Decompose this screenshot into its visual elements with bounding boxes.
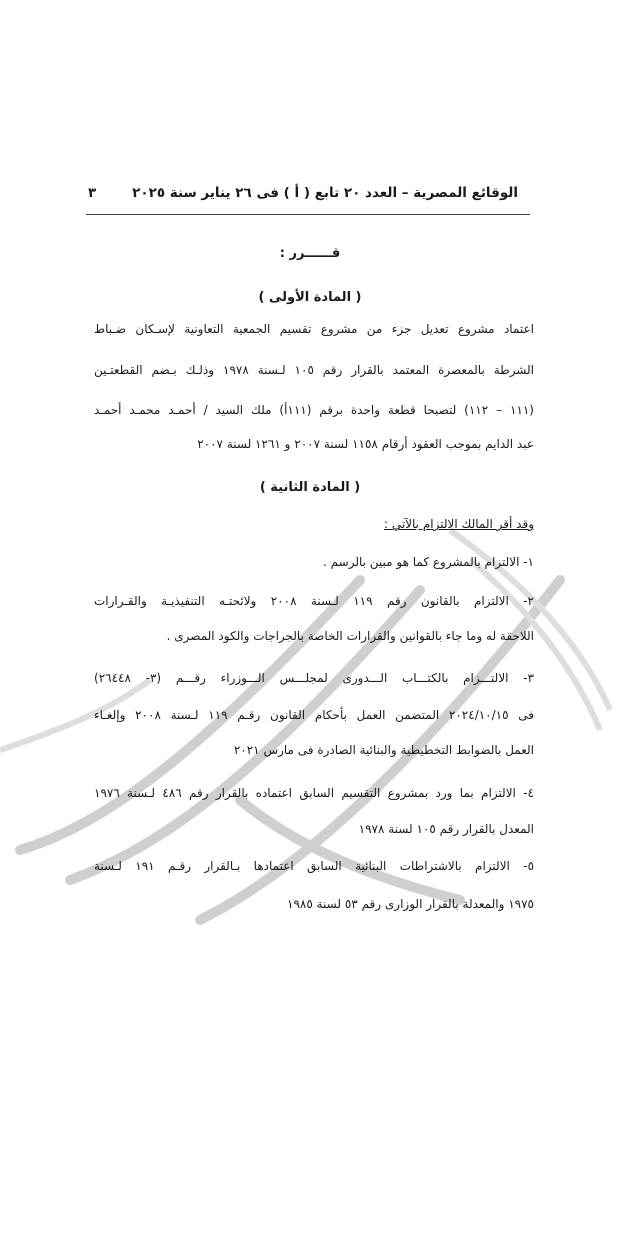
article-2-heading: ( المادة الثانية ) xyxy=(259,480,361,495)
obligation-line: المعدل بالقرار رقم ١٠٥ لسنة ١٩٧٨ xyxy=(358,822,534,836)
obligation-line: ٥- الالتزام بالاشتراطات البنائية السابق اعتمادها بـالقرار رقـم ١٩١ لـسنة xyxy=(94,859,535,873)
header-divider xyxy=(86,214,530,215)
article-2-intro xyxy=(94,517,534,531)
article-1-heading: ( المادة الأولى ) xyxy=(258,290,362,305)
article-1-line: اعتماد مشروع تعديل جزء من مشروع تقسيم الجمعية التعاونية لإسـكان ضـباط xyxy=(94,322,534,336)
obligation-line: ١- الالتزام بالمشروع كما هو مبين بالرسم . xyxy=(323,555,534,569)
article-1-line: (١١١ – ١١٢) لتصبحا قطعة واحدة برقم (١١١أ) ملك السيد / أحمـد محمـد أحمـد xyxy=(94,403,534,417)
obligation-line: فى ٢٠٢٤/١٠/١٥ المتضمن العمل بأحكام القانون رقـم ١١٩ لـسنة ٢٠٠٨ وإلغـاء xyxy=(94,708,535,722)
article-1-line: الشرطة بالمعصرة المعتمد بالقرار رقم ١٠٥ لـسنة ١٩٧٨ وذلـك بـضم القطعتـين xyxy=(94,363,535,377)
decision-title: قــــــرر : xyxy=(279,246,341,261)
obligation-line: ١٩٧٥ والمعدلة بالقرار الوزارى رقم ٥٣ لسنة ١٩٨٥ xyxy=(287,897,534,911)
page-number: ٣ xyxy=(88,185,97,201)
gazette-title: الوقائع المصرية – العدد ٢٠ تابع ( أ ) فى ٢٦ يناير سنة ٢٠٢٥ xyxy=(132,185,518,201)
article-2-intro-text: وقد أقر المالك الالتزام بالآتي : xyxy=(383,517,534,531)
obligation-line: العمل بالضوابط التخطيطية والبنائية الصادرة فى مارس ٢٠٢١ xyxy=(233,743,534,757)
obligation-line: ٢- الالتزام بالقانون رقم ١١٩ لـسنة ٢٠٠٨ ولائحتـه التنفيذيـة والقـرارات xyxy=(94,594,534,608)
article-1-line: عبد الدايم بموجب العقود أرقام ١١٥٨ لسنة ٢٠٠٧ و ١٢٦١ لسنة ٢٠٠٧ xyxy=(197,437,534,451)
obligation-line: ٣- الالتـــزام بالكتـــاب الـــدورى لمجلـــس الـــوزراء رقـــم (٣- ٢٦٤٤٨) xyxy=(94,671,534,685)
obligation-line: ٤- الالتزام بما ورد بمشروع التقسيم السابق اعتماده بالقرار رقم ٤٨٦ لـسنة ١٩٧٦ xyxy=(94,786,534,800)
page-header xyxy=(88,183,518,209)
obligation-line: اللاحقة له وما جاء بالقوانين والقرارات الخاصة بالجراجات والكود المصرى . xyxy=(166,629,534,643)
